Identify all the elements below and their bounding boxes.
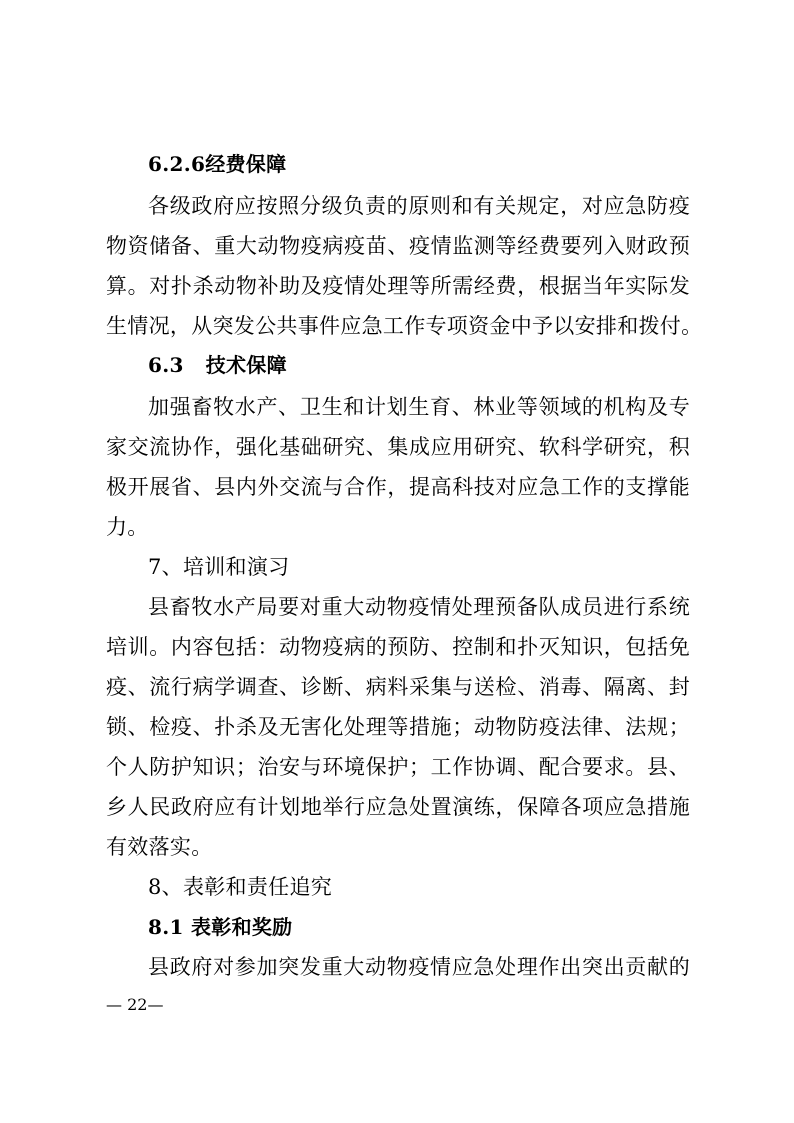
paragraph-line: 算。对扑杀动物补助及疫情处理等所需经费，根据当年实际发 (106, 274, 690, 298)
section-heading-6-3 (148, 350, 690, 380)
section-heading-6-2-6 (148, 149, 690, 179)
section-title: 经费保障 (205, 152, 287, 176)
section-heading-8: 8、表彰和责任追究 (148, 875, 333, 899)
paragraph-line: 个人防护知识；治安与环境保护；工作协调、配合要求。县、 (106, 755, 690, 779)
paragraph-line: 县畜牧水产局要对重大动物疫情处理预备队成员进行系统 (148, 595, 690, 619)
paragraph-line: 县政府对参加突发重大动物疫情应急处理作出突出贡献的 (148, 955, 690, 979)
paragraph-line: 各级政府应按照分级负责的原则和有关规定，对应急防疫 (148, 194, 690, 218)
paragraph-line: 加强畜牧水产、卫生和计划生育、林业等领域的机构及专 (148, 395, 690, 419)
paragraph-line: 生情况，从突发公共事件应急工作专项资金中予以安排和拨付。 (106, 314, 703, 338)
paragraph-line: 锁、检疫、扑杀及无害化处理等措施；动物防疫法律、法规； (106, 715, 690, 739)
paragraph-line: 培训。内容包括：动物疫病的预防、控制和扑灭知识，包括免 (106, 635, 690, 659)
section-title: 技术保障 (205, 353, 287, 377)
section-title: 表彰和奖励 (190, 915, 293, 939)
section-number: 8.1 (148, 915, 184, 939)
section-number: 6.3 (148, 353, 184, 377)
paragraph-line: 力。 (106, 515, 149, 539)
paragraph-line: 家交流协作，强化基础研究、集成应用研究、软科学研究，积 (106, 435, 690, 459)
paragraph-line: 极开展省、县内外交流与合作，提高科技对应急工作的支撑能 (106, 475, 690, 499)
paragraph-line: 乡人民政府应有计划地举行应急处置演练，保障各项应急措施 (106, 795, 690, 819)
section-heading-8-1 (148, 912, 690, 942)
paragraph-line: 疫、流行病学调查、诊断、病料采集与送检、消毒、隔离、封 (106, 675, 690, 699)
section-number: 6.2.6 (148, 152, 206, 176)
section-heading-7: 7、培训和演习 (148, 555, 290, 579)
paragraph-line: 物资储备、重大动物疫病疫苗、疫情监测等经费要列入财政预 (106, 234, 690, 258)
paragraph-line: 有效落实。 (106, 835, 213, 859)
page-number: — 22— (106, 995, 164, 1014)
